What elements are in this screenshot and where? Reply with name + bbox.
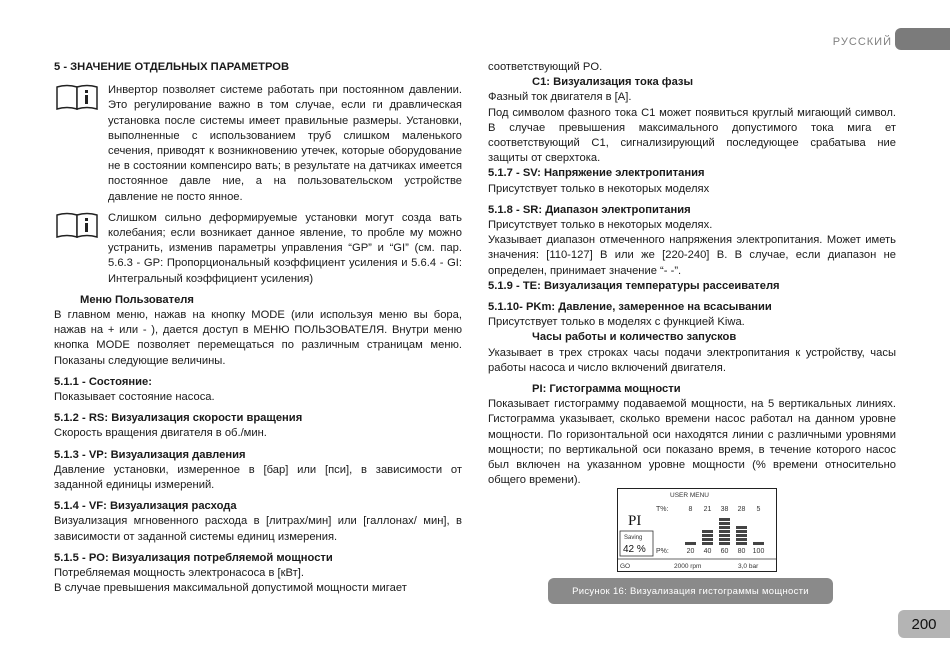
histogram-bar xyxy=(702,530,713,545)
info-note-1 xyxy=(54,83,462,205)
display-t-value: 5 xyxy=(756,506,761,513)
note-1-text: Инвертор позволяет системе работать при постоянном давлении. Это регулирование важно в том случае, если ги дравлическая установка после системы имеет правильные размеры. Установки, выполненные с использованием труб слишком маленького сечения, приводят к возникновению утечек, которые оборудование не в состоянии компенсиро вать; в результате на датчиках имеется постоянное давле ние, а на пользовательском устройстве давление не посто янное. xyxy=(108,84,462,203)
histogram-bar-segment xyxy=(736,538,747,541)
display-menu-label: USER MENU xyxy=(670,492,710,499)
hours-text: Указывает в трех строках часы подачи электропитания к устройству, часы работы насоса и число включений двигателя. xyxy=(488,346,896,374)
display-p-value: 60 xyxy=(720,548,729,555)
s514-title: 5.1.4 - VF: Визуализация расхода xyxy=(54,500,237,513)
info-note-2 xyxy=(54,211,462,287)
display-p-value: 20 xyxy=(686,548,695,555)
language-label: РУССКИЙ xyxy=(832,36,892,48)
display-t-label: T%: xyxy=(656,506,669,513)
display-saving-value: 42 % xyxy=(623,544,646,555)
histogram-bar-segment xyxy=(736,542,747,545)
display-t-value: 28 xyxy=(737,506,746,513)
histogram-bar-segment xyxy=(719,518,730,521)
menu-title: Меню Пользователя xyxy=(80,293,194,306)
histogram-bar-segment xyxy=(719,542,730,545)
s514-text: Визуализация мгновенного расхода в [литрах/мин] или [галлонах/ мин], в зависимости от заданной системы единиц измерения. xyxy=(54,515,462,543)
s513-title: 5.1.3 - VP: Визуализация давления xyxy=(54,448,246,461)
s512-title: 5.1.2 - RS: Визуализация скорости вращения xyxy=(54,412,303,425)
histogram-bar-segment xyxy=(702,530,713,533)
histogram-bar-segment xyxy=(702,542,713,545)
display-p-label: P%: xyxy=(656,548,669,555)
histogram-bar xyxy=(736,526,747,545)
left-column xyxy=(54,60,462,597)
c1-text-1: Фазный ток двигателя в [А]. xyxy=(488,91,632,104)
histogram-bar-segment xyxy=(753,542,764,545)
continuation-text: соответствующий PO. xyxy=(488,61,603,73)
c1-title: C1: Визуализация тока фазы xyxy=(532,76,694,89)
page-number: 200 xyxy=(898,610,950,638)
histogram-bar-segment xyxy=(736,534,747,537)
s512-text: Скорость вращения двигателя в об./мин. xyxy=(54,427,267,440)
histogram-bar xyxy=(719,518,730,545)
s518-title: 5.1.8 - SR: Диапазон электропитания xyxy=(488,203,691,216)
histogram-display xyxy=(617,488,777,572)
histogram-bar xyxy=(753,542,764,545)
s511-title: 5.1.1 - Состояние: xyxy=(54,375,152,388)
histogram-bar-segment xyxy=(702,534,713,537)
histogram-bar xyxy=(685,542,696,545)
histogram-bar-segment xyxy=(685,542,696,545)
histogram-bar-segment xyxy=(719,538,730,541)
pi-text: Показывает гистограмму подаваемой мощности, на 5 вертикальных линиях. Гистограмма указывает, сколько времени насос работал на данном уровне мощности. По горизонтальной оси находятся линии с различными уровнями мощности; по вертикальной оси показано время, в течение которого насос был включен на указанном уровне мощности (% времени относительно общего времени). xyxy=(488,398,896,487)
display-p-value: 80 xyxy=(737,548,746,555)
s518-text-1: Присутствует только в некоторых моделях. xyxy=(488,219,713,232)
right-column xyxy=(488,60,896,488)
display-p-value: 100 xyxy=(752,548,765,555)
note-2-text: Слишком сильно деформируемые установки могут созда вать колебания; если возникает данное явление, то пробле му можно устранить, изменив параметры управления “GP” и “GI” (см. пар. 5.6.3 - GP: Пропорциональный коэффициент усиления и 5.6.4 - GI: Интегральный коэффициент усиления) xyxy=(108,211,462,285)
histogram-bar-segment xyxy=(719,522,730,525)
s515-text-1: Потребляемая мощность электронасоса в [кВт]. xyxy=(54,567,304,580)
histogram-bar-segment xyxy=(736,530,747,533)
display-t-value: 38 xyxy=(720,506,729,513)
display-p-value: 40 xyxy=(703,548,712,555)
display-status-bar: 3,0 bar xyxy=(738,563,759,570)
histogram-bar-segment xyxy=(736,526,747,529)
s519-title: 5.1.9 - TE: Визуализация температуры рассеивателя xyxy=(488,279,780,292)
hours-title: Часы работы и количество запусков xyxy=(532,331,737,344)
histogram-bar-segment xyxy=(719,534,730,537)
s511-text: Показывает состояние насоса. xyxy=(54,391,215,404)
s515-title: 5.1.5 - PO: Визуализация потребляемой мощности xyxy=(54,551,333,564)
display-t-value: 21 xyxy=(703,506,712,513)
figure-caption: Рисунок 16: Визуализация гистограммы мощности xyxy=(548,578,833,604)
info-book-icon xyxy=(54,83,102,111)
info-book-icon xyxy=(54,211,102,239)
histogram-bar-segment xyxy=(719,526,730,529)
display-saving-label: Saving xyxy=(624,535,643,541)
display-status-rpm: 2000 rpm xyxy=(674,563,702,570)
display-pi-label: PI xyxy=(628,513,642,529)
language-tab xyxy=(895,28,950,50)
s518-text-2: Указывает диапазон отмеченного напряжения электропитания. Может иметь значения: [110-127] В или же [220-240] В. В случае, если диапазон не определен, принимает значение “- -”. xyxy=(488,234,896,277)
display-status-go: GO xyxy=(620,563,631,570)
histogram-bar-segment xyxy=(719,530,730,533)
display-t-value: 8 xyxy=(688,506,693,513)
s5110-text: Присутствует только в моделях с функцией Kiwa. xyxy=(488,316,745,329)
histogram-bars xyxy=(685,506,764,555)
histogram-display-svg xyxy=(618,489,776,571)
s513-text: Давление установки, измеренное в [бар] или [пси], в зависимости от заданной единицы измерений. xyxy=(54,463,462,492)
s515-text-2: В случае превышения максимальной допустимой мощности мигает xyxy=(54,582,407,595)
s517-text: Присутствует только в некоторых моделях xyxy=(488,182,710,195)
pi-title: PI: Гистограмма мощности xyxy=(532,383,681,396)
c1-text-2: Под символом фазного тока C1 может появиться круглый мигающий символ. В случае превышения максимального допустимого тока мига ет соответствующий C1, сигнализирующий последующее срабатыва ние защиты от сверхтока. xyxy=(488,106,896,165)
s5110-title: 5.1.10- PKm: Давление, замеренное на всасывании xyxy=(488,301,772,314)
s517-title: 5.1.7 - SV: Напряжение электропитания xyxy=(488,167,705,180)
section-title: 5 - ЗНАЧЕНИЕ ОТДЕЛЬНЫХ ПАРАМЕТРОВ xyxy=(54,61,290,73)
menu-text: В главном меню, нажав на кнопку MODE (или используя меню вы бора, нажав на + или - ), дается доступ в МЕНЮ ПОЛЬЗОВАТЕЛЯ. Внутри меню кнопка MODE позволяет перемещаться по различным страницам меню. Показаны следующие величины. xyxy=(54,309,462,367)
histogram-bar-segment xyxy=(702,538,713,541)
